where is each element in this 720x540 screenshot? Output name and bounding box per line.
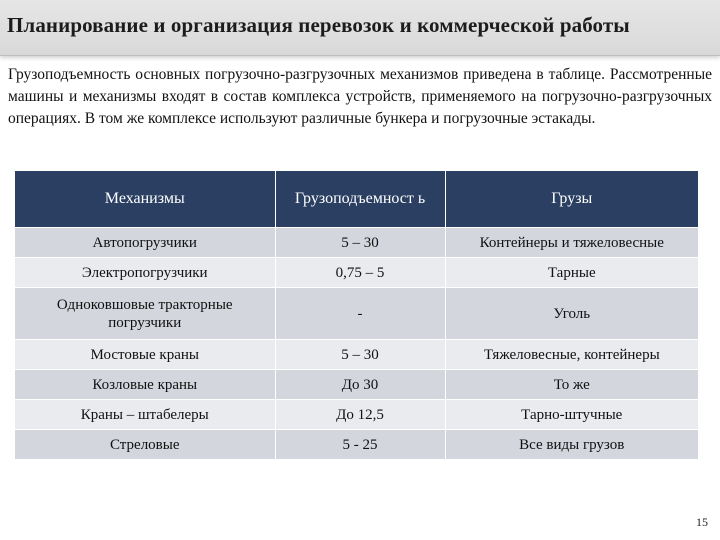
cell-capacity: До 12,5 xyxy=(275,400,445,430)
cell-capacity: - xyxy=(275,288,445,340)
table-row xyxy=(15,340,698,370)
header-capacity: Грузоподъемност ь xyxy=(275,171,445,228)
table-header-row xyxy=(15,171,698,228)
page-title: Планирование и организация перевозок и коммерческой работы xyxy=(7,13,630,37)
page-number: 15 xyxy=(696,515,708,529)
cell-capacity: 5 – 30 xyxy=(275,340,445,370)
table-row xyxy=(15,228,698,258)
cell-capacity: 5 – 30 xyxy=(275,228,445,258)
cell-cargo: Тарно-штучные xyxy=(445,400,698,430)
cell-capacity: 5 - 25 xyxy=(275,430,445,460)
table-row xyxy=(15,400,698,430)
cell-cargo: Тарные xyxy=(445,258,698,288)
table-row xyxy=(15,370,698,400)
cell-mechanism: Автопогрузчики xyxy=(15,228,275,258)
cell-mechanism: Мостовые краны xyxy=(15,340,275,370)
cell-cargo: Контейнеры и тяжеловесные xyxy=(445,228,698,258)
cell-capacity: 0,75 – 5 xyxy=(275,258,445,288)
cell-cargo: Все виды грузов xyxy=(445,430,698,460)
cell-mechanism: Стреловые xyxy=(15,430,275,460)
header-mechanisms: Механизмы xyxy=(15,171,275,228)
cell-mechanism: Электропогрузчики xyxy=(15,258,275,288)
table-row xyxy=(15,258,698,288)
capacity-table xyxy=(15,171,698,459)
title-bar xyxy=(0,0,720,56)
cell-cargo: То же xyxy=(445,370,698,400)
cell-cargo: Уголь xyxy=(445,288,698,340)
cell-capacity: До 30 xyxy=(275,370,445,400)
cell-mechanism: Одноковшовые тракторные погрузчики xyxy=(15,288,275,340)
table-row xyxy=(15,430,698,460)
header-cargo: Грузы xyxy=(445,171,698,228)
capacity-table-container xyxy=(15,171,698,459)
table-row xyxy=(15,288,698,340)
intro-paragraph: Грузоподъемность основных погрузочно-разгрузочных механизмов приведена в таблице. Рассмотренные машины и механизмы входят в состав комплекса устройств, применяемого на погрузочно-разгрузочных операциях. В том же комплексе используют различные бункера и погрузочные эстакады. xyxy=(8,66,712,127)
cell-cargo: Тяжеловесные, контейнеры xyxy=(445,340,698,370)
cell-mechanism: Козловые краны xyxy=(15,370,275,400)
cell-mechanism: Краны – штабелеры xyxy=(15,400,275,430)
